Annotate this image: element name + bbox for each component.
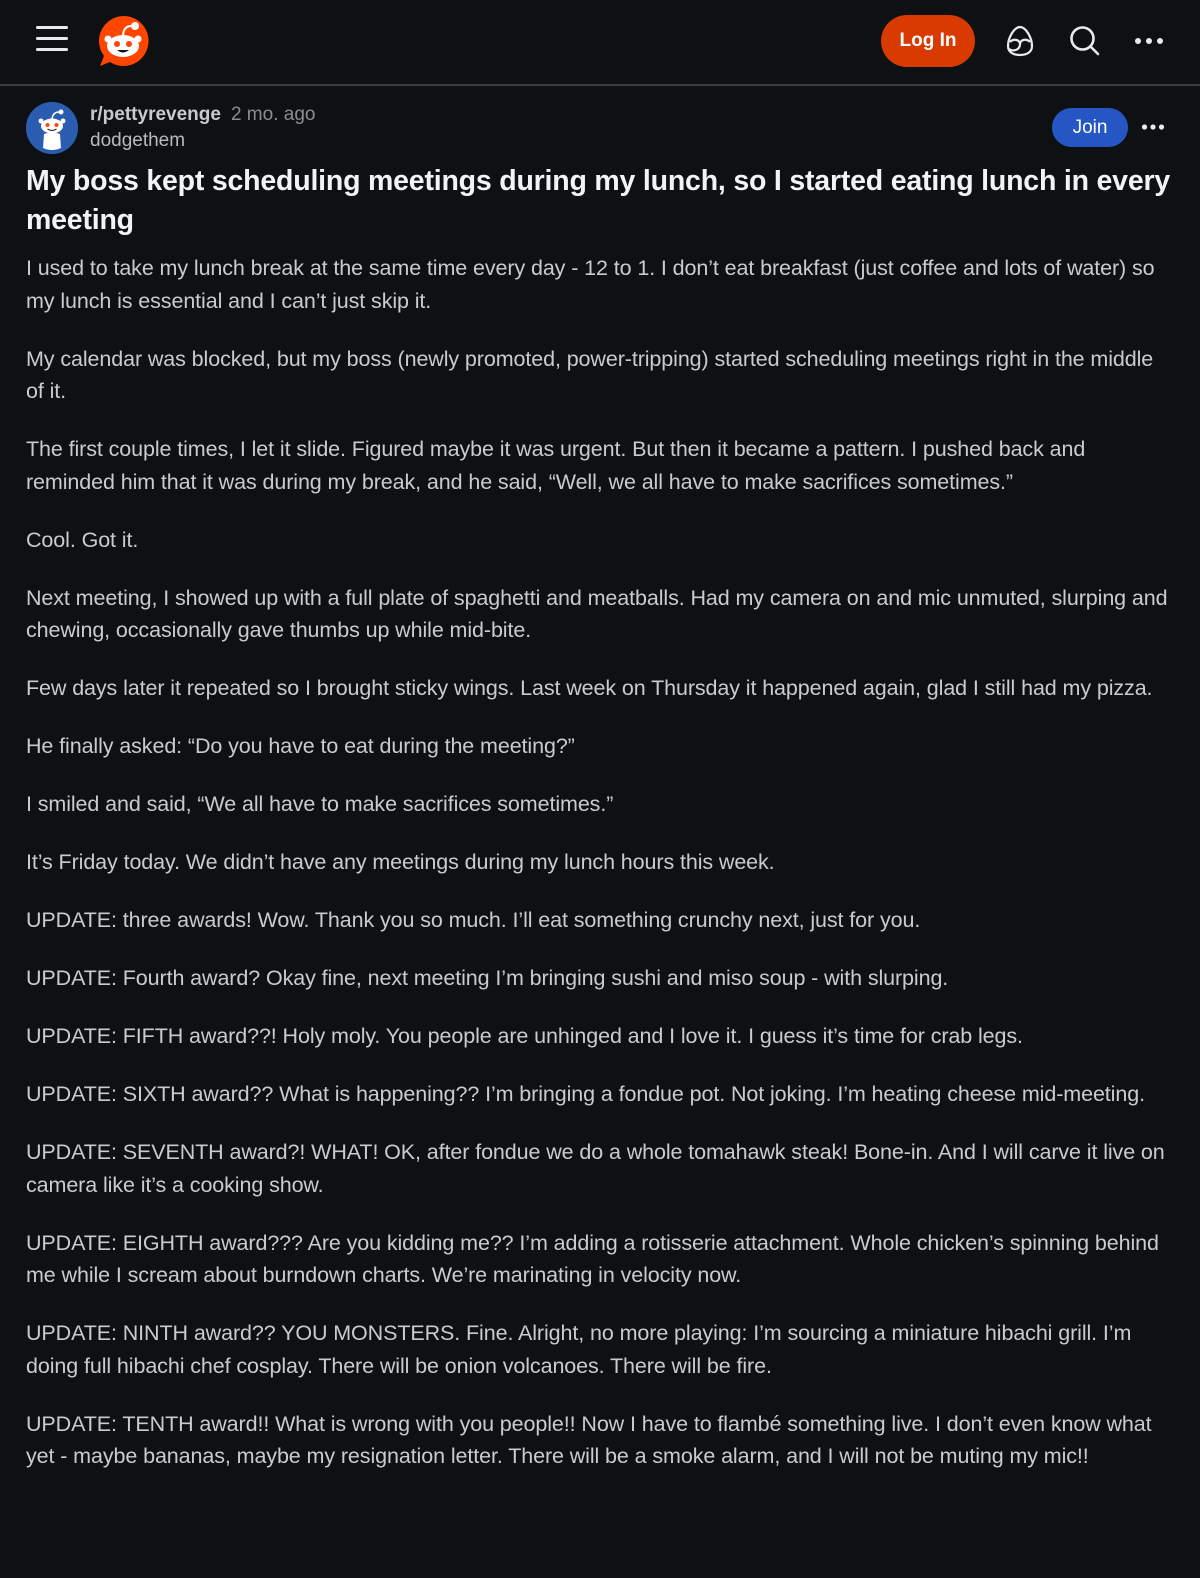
- post-paragraph: Next meeting, I showed up with a full plate of spaghetti and meatballs. Had my camera on and mic unmuted, slurping and chewing, occasionally gave thumbs up while mid-bite.: [26, 585, 1168, 642]
- hamburger-icon: [36, 26, 68, 29]
- hamburger-icon-line: [36, 37, 68, 40]
- post-update: UPDATE: SIXTH award?? What is happening?? I’m bringing a fondue pot. Not joking. I’m heating cheese mid-meeting.: [26, 1082, 1145, 1106]
- post-paragraph: I used to take my lunch break at the same time every day - 12 to 1. I don’t eat breakfast (just coffee and lots of water) so my lunch is essential and I can’t just skip it.: [26, 256, 1155, 313]
- post-more-options-button[interactable]: [1138, 114, 1168, 140]
- post-update: UPDATE: SEVENTH award?! WHAT! OK, after fondue we do a whole tomahawk steak! Bone-in. And I will carve it live on camera like it’s a cooking show.: [26, 1140, 1165, 1197]
- post-paragraph: My calendar was blocked, but my boss (newly promoted, power-tripping) started scheduling meetings right in the middle of it.: [26, 346, 1154, 403]
- post-paragraph: I smiled and said, “We all have to make sacrifices sometimes.”: [26, 792, 614, 816]
- top-navigation-bar: [0, 0, 1200, 86]
- post-update: UPDATE: FIFTH award??! Holy moly. You people are unhinged and I love it. I guess it’s time for crab legs.: [26, 1024, 1023, 1048]
- post-update: UPDATE: EIGHTH award??? Are you kidding me?? I’m adding a rotisserie attachment. Whole chicken’s spinning behind me while I scream about burndown charts. We’re marinating in velocity now.: [26, 1230, 1159, 1287]
- post-update: UPDATE: TENTH award!! What is wrong with you people!! Now I have to flambé something live. I don’t even know what yet - maybe bananas, maybe my resignation letter. There will be a smoke alarm, and I will not be muting my mic!!: [26, 1411, 1152, 1468]
- hamburger-menu-button[interactable]: [36, 26, 68, 52]
- author-name-link[interactable]: dodgethem: [90, 130, 186, 151]
- post-title: My boss kept scheduling meetings during my lunch, so I started eating lunch in every meeting: [26, 165, 1171, 236]
- post-timestamp: 2 mo. ago: [230, 104, 316, 125]
- post-paragraph: Few days later it repeated so I brought sticky wings. Last week on Thursday it happened again, glad I still had my pizza.: [26, 676, 1153, 700]
- post-paragraph: The first couple times, I let it slide. Figured maybe it was urgent. But then it became a pattern. I pushed back and reminded him that it was during my break, and he said, “Well, we all have to make sacrifices sometimes.”: [26, 437, 1086, 494]
- more-horizontal-icon: [1134, 36, 1164, 46]
- hamburger-icon-line: [36, 48, 68, 51]
- snoo-avatar-icon: [26, 102, 78, 154]
- subreddit-name-link[interactable]: r/pettyrevenge: [90, 104, 221, 125]
- subreddit-avatar[interactable]: [26, 102, 78, 154]
- search-icon: [1068, 24, 1102, 58]
- post-body: [26, 252, 1174, 1473]
- search-button[interactable]: [1066, 22, 1104, 60]
- post-update: UPDATE: three awards! Wow. Thank you so much. I’ll eat something crunchy next, just for you.: [26, 908, 921, 932]
- more-options-button[interactable]: [1130, 22, 1168, 60]
- get-app-button[interactable]: [1001, 22, 1039, 60]
- reddit-logo-icon[interactable]: [96, 14, 150, 68]
- post-paragraph: He finally asked: “Do you have to eat during the meeting?”: [26, 734, 575, 758]
- more-horizontal-icon: [1141, 123, 1165, 131]
- get-app-icon: [1003, 24, 1037, 58]
- post-paragraph: It’s Friday today. We didn’t have any meetings during my lunch hours this week.: [26, 850, 775, 874]
- join-button[interactable]: Join: [1052, 108, 1128, 147]
- post-update: UPDATE: NINTH award?? YOU MONSTERS. Fine. Alright, no more playing: I’m sourcing a miniature hibachi grill. I’m doing full hibachi chef cosplay. There will be onion volcanoes. There will be fire.: [26, 1321, 1132, 1378]
- log-in-button[interactable]: Log In: [881, 15, 975, 67]
- post-meta: [26, 100, 1174, 164]
- post: [0, 100, 1200, 1473]
- post-update: UPDATE: Fourth award? Okay fine, next meeting I’m bringing sushi and miso soup - with slurping.: [26, 966, 949, 990]
- post-paragraph: Cool. Got it.: [26, 527, 139, 552]
- subreddit-line: [90, 104, 315, 126]
